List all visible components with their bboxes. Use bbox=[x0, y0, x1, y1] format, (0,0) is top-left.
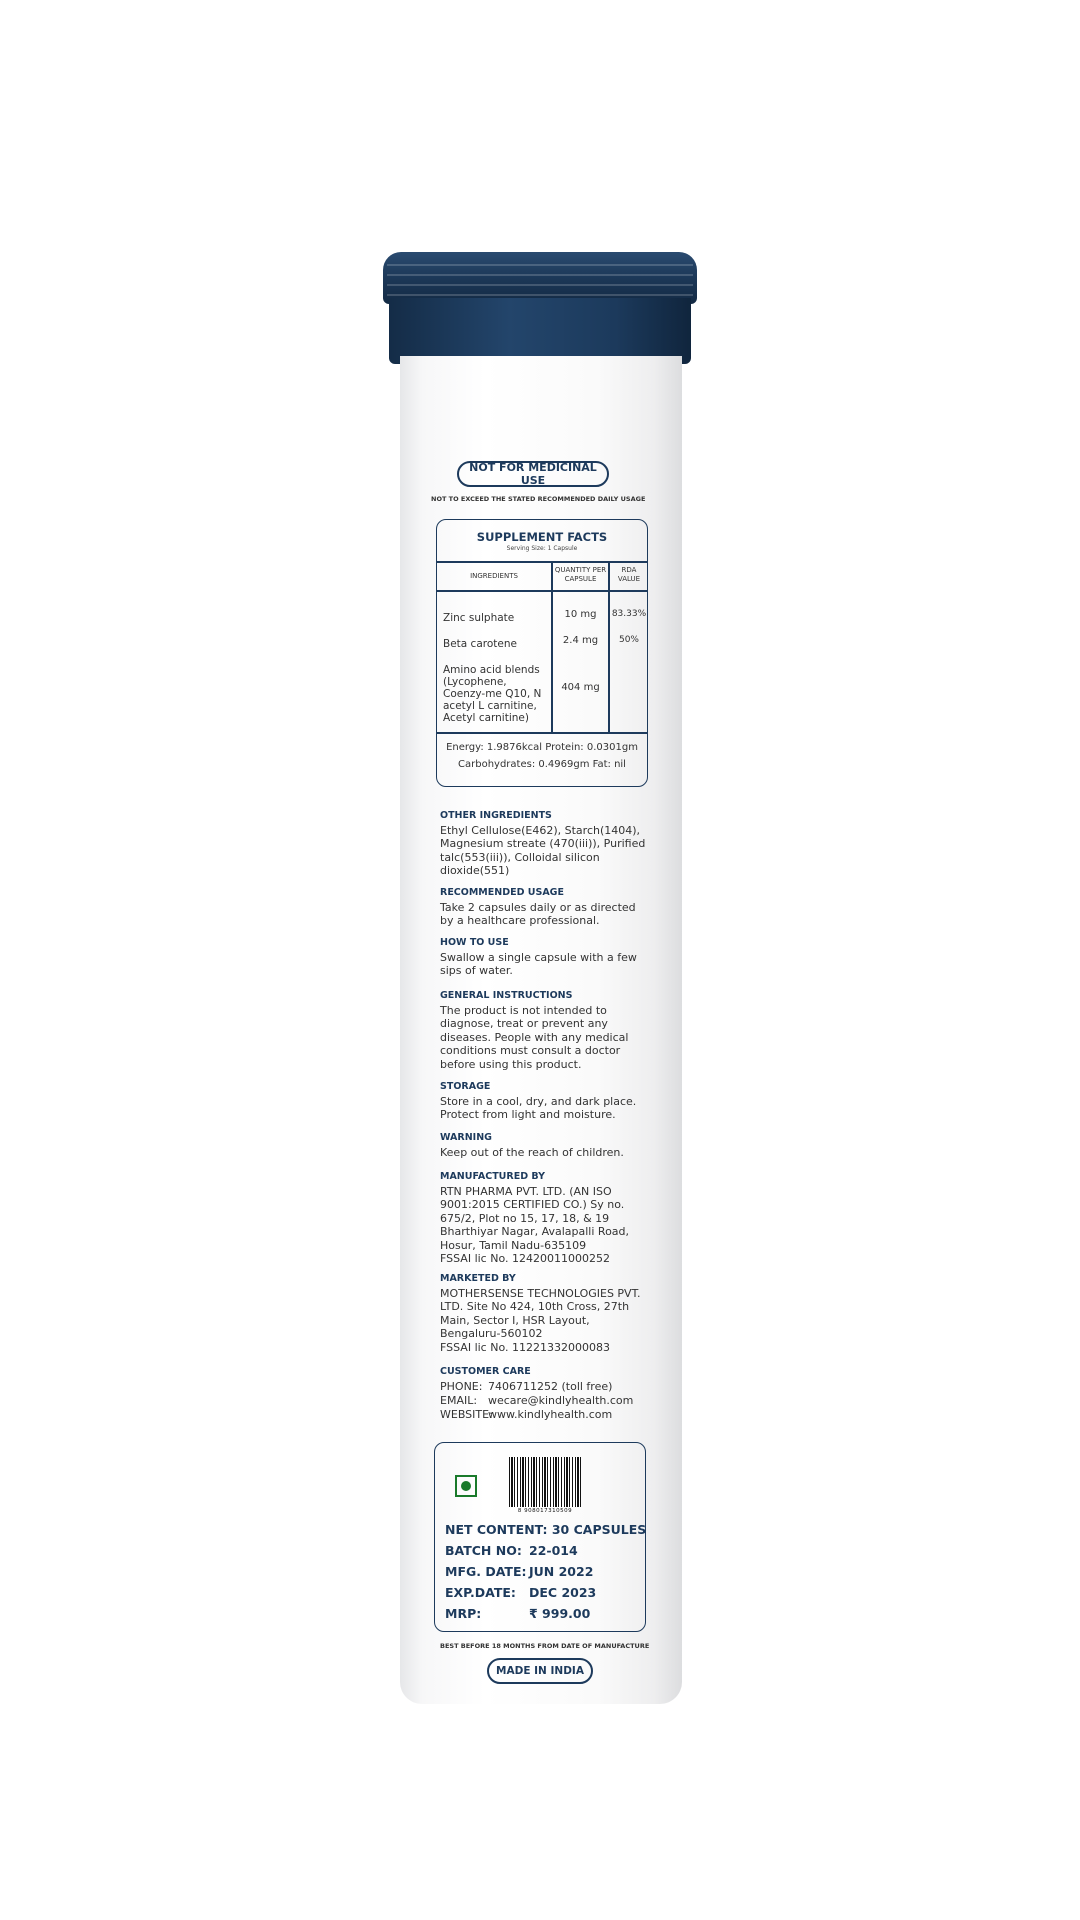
best-before-note: BEST BEFORE 18 MONTHS FROM DATE OF MANUFACTURE bbox=[440, 1642, 650, 1650]
bottle-cap bbox=[383, 252, 697, 364]
section-recommended-usage bbox=[440, 887, 652, 928]
section-title: MANUFACTURED BY bbox=[440, 1171, 545, 1182]
section-other-ingredients bbox=[440, 810, 652, 878]
row-beta-qty: 2.4 mg bbox=[562, 635, 599, 646]
section-warning bbox=[440, 1132, 652, 1159]
section-manufactured-by bbox=[440, 1171, 652, 1265]
serving-size: Serving Size: 1 Capsule bbox=[506, 545, 578, 552]
row-beta-name: Beta carotene bbox=[443, 638, 517, 650]
section-title: HOW TO USE bbox=[440, 937, 509, 948]
exp-label: EXP.DATE: bbox=[445, 1585, 516, 1600]
header-rda: RDA VALUE bbox=[617, 566, 641, 583]
section-title: WARNING bbox=[440, 1132, 492, 1143]
phone-label: PHONE: bbox=[440, 1380, 483, 1393]
barcode-bars bbox=[509, 1457, 581, 1507]
facts-carbs-fat: Carbohydrates: 0.4969gm Fat: nil bbox=[458, 759, 626, 770]
marketer-fssai: FSSAI lic No. 11221332000083 bbox=[440, 1340, 610, 1354]
section-general-instructions bbox=[440, 990, 652, 1071]
row-zinc-name: Zinc sulphate bbox=[443, 612, 515, 624]
mfg-row bbox=[445, 1564, 593, 1579]
manufacturer-fssai: FSSAI lic No. 12420011000252 bbox=[440, 1252, 610, 1266]
made-in-india-badge: MADE IN INDIA bbox=[487, 1658, 593, 1684]
section-body: RTN PHARMA PVT. LTD. (AN ISO 9001:2015 CERTIFIED CO.) Sy no. 675/2, Plot no 15, 17, 18, & 19 Bharthiyar Nagar, Avalapalli Road, Hosur, Tamil Nadu-635109 bbox=[440, 1185, 630, 1252]
section-body: Take 2 capsules daily or as directed by a healthcare professional. bbox=[440, 901, 636, 928]
row-amino-name: Amino acid blends (Lycophene, Coenzy-me Q10, N acetyl L carnitine, Acetyl carnitine) bbox=[443, 664, 542, 724]
section-title: OTHER INGREDIENTS bbox=[440, 810, 552, 821]
row-zinc-rda: 83.33% bbox=[611, 609, 647, 619]
barcode bbox=[509, 1457, 581, 1515]
section-storage bbox=[440, 1081, 652, 1122]
section-body: The product is not intended to diagnose, treat or prevent any diseases. People with any medical conditions must consult a doctor before using this product. bbox=[440, 1004, 629, 1071]
section-title: GENERAL INSTRUCTIONS bbox=[440, 990, 573, 1001]
section-body: MOTHERSENSE TECHNOLOGIES PVT. LTD. Site No 424, 10th Cross, 27th Main, Sector I, HSR Layout, Bengaluru-560102 bbox=[440, 1287, 641, 1341]
batch-row bbox=[445, 1543, 578, 1558]
batch-info-box bbox=[434, 1442, 646, 1632]
batch-value: 22-014 bbox=[529, 1543, 578, 1558]
daily-usage-note: NOT TO EXCEED THE STATED RECOMMENDED DAILY USAGE bbox=[431, 495, 646, 503]
website-url: www.kindlyhealth.com bbox=[488, 1408, 613, 1421]
not-for-medicinal-use-badge: NOT FOR MEDICINAL USE bbox=[457, 461, 609, 487]
vegetarian-mark-icon bbox=[455, 1475, 477, 1497]
mfg-value: JUN 2022 bbox=[529, 1564, 594, 1579]
section-body: Store in a cool, dry, and dark place. Protect from light and moisture. bbox=[440, 1095, 637, 1122]
section-body: Keep out of the reach of children. bbox=[440, 1146, 624, 1159]
section-body: Swallow a single capsule with a few sips of water. bbox=[440, 951, 637, 978]
mfg-label: MFG. DATE: bbox=[445, 1564, 527, 1579]
net-content: NET CONTENT: 30 CAPSULES bbox=[445, 1522, 647, 1537]
exp-row bbox=[445, 1585, 596, 1600]
cap-body bbox=[389, 298, 691, 364]
section-marketed-by bbox=[440, 1273, 652, 1354]
phone-number: 7406711252 (toll free) bbox=[488, 1380, 613, 1393]
section-title: RECOMMENDED USAGE bbox=[440, 887, 564, 898]
header-quantity: QUANTITY PER CAPSULE bbox=[554, 566, 607, 583]
cap-rim bbox=[383, 252, 697, 304]
facts-title: SUPPLEMENT FACTS bbox=[476, 530, 608, 544]
email-address: wecare@kindlyhealth.com bbox=[488, 1394, 634, 1407]
section-body: Ethyl Cellulose(E462), Starch(1404), Magnesium streate (470(iii)), Purified talc(553(iii)), Colloidal silicon dioxide(551) bbox=[440, 824, 646, 878]
section-how-to-use bbox=[440, 937, 652, 978]
row-amino-qty: 404 mg bbox=[561, 682, 600, 693]
header-ingredients: INGREDIENTS bbox=[470, 572, 518, 580]
barcode-number: 8 908017310509 bbox=[517, 1508, 573, 1514]
section-title: MARKETED BY bbox=[440, 1273, 516, 1284]
mrp-value: ₹ 999.00 bbox=[529, 1606, 591, 1621]
facts-energy-protein: Energy: 1.9876kcal Protein: 0.0301gm bbox=[446, 742, 638, 753]
section-title: CUSTOMER CARE bbox=[440, 1366, 531, 1377]
section-customer-care bbox=[440, 1366, 652, 1422]
batch-label: BATCH NO: bbox=[445, 1543, 522, 1558]
mrp-label: MRP: bbox=[445, 1606, 482, 1621]
email-label: EMAIL: bbox=[440, 1394, 478, 1407]
website-label: WEBSITE: bbox=[440, 1408, 493, 1421]
section-title: STORAGE bbox=[440, 1081, 491, 1092]
mrp-row bbox=[445, 1606, 590, 1621]
supplement-facts-table bbox=[436, 519, 648, 787]
row-zinc-qty: 10 mg bbox=[564, 609, 597, 620]
exp-value: DEC 2023 bbox=[529, 1585, 597, 1600]
row-beta-rda: 50% bbox=[618, 635, 639, 645]
